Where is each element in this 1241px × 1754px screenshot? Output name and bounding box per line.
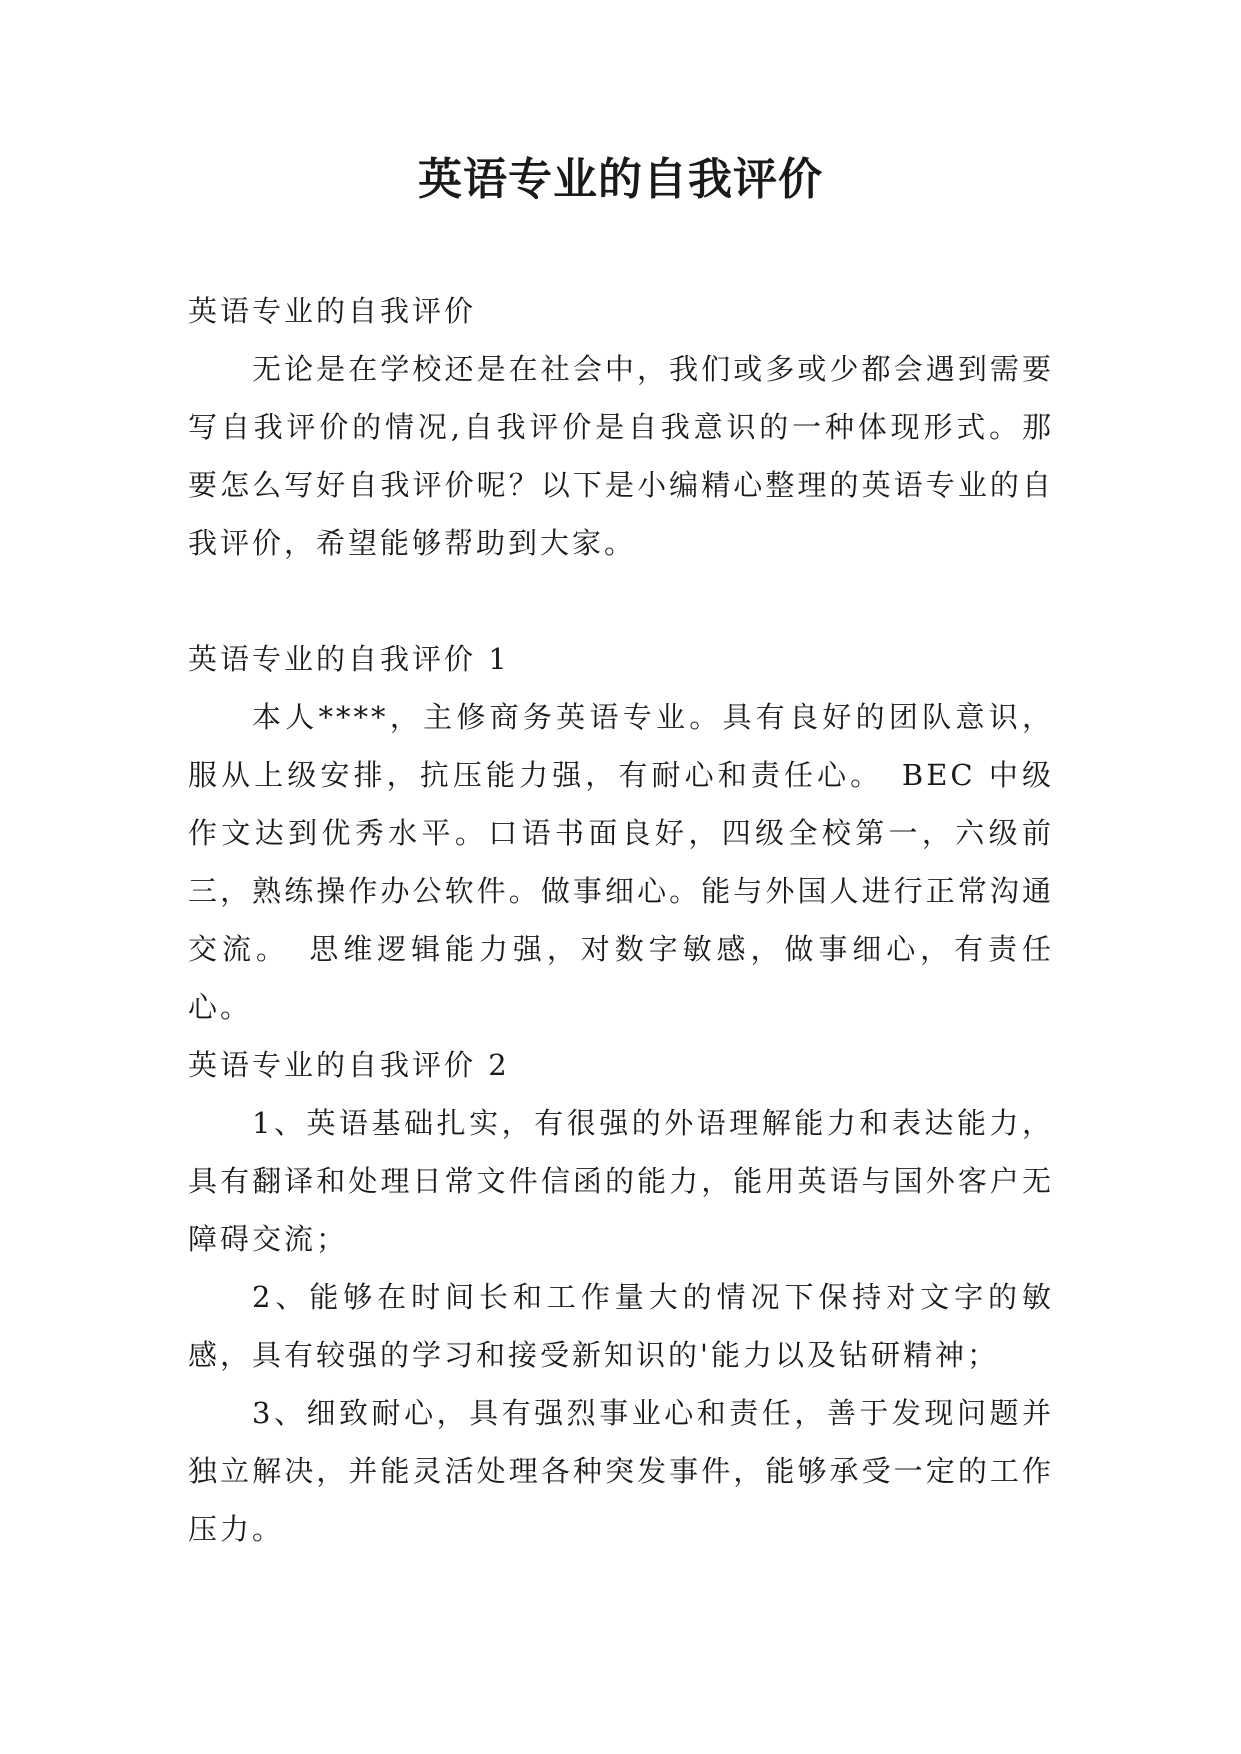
section-2-item-2: 2、能够在时间长和工作量大的情况下保持对文字的敏感，具有较强的学习和接受新知识的'能力以及钻研精神； bbox=[188, 1280, 1054, 1372]
section-2-item-1: 1、英语基础扎实，有很强的外语理解能力和表达能力，具有翻译和处理日常文件信函的能力，能用英语与国外客户无障碍交流； bbox=[188, 1106, 1054, 1256]
section-2-heading: 英语专业的自我评价 2 bbox=[188, 1048, 510, 1082]
document-title: 英语专业的自我评价 bbox=[418, 154, 823, 205]
intro-heading: 英语专业的自我评价 bbox=[188, 294, 477, 328]
section-spacer bbox=[188, 572, 1054, 630]
intro-paragraph: 无论是在学校还是在社会中，我们或多或少都会遇到需要写自我评价的情况,自我评价是自我意识的一种体现形式。那要怎么写好自我评价呢？以下是小编精心整理的英语专业的自我评价，希望能够帮助到大家。 bbox=[188, 352, 1054, 560]
section-2-item-3: 3、细致耐心，具有强烈事业心和责任，善于发现问题并独立解决，并能灵活处理各种突发事件，能够承受一定的工作压力。 bbox=[188, 1396, 1054, 1546]
section-1-heading: 英语专业的自我评价 1 bbox=[188, 642, 510, 676]
document-body bbox=[188, 282, 1054, 1558]
section-1-paragraph: 本人****，主修商务英语专业。具有良好的团队意识，服从上级安排，抗压能力强，有耐心和责任心。 BEC 中级作文达到优秀水平。口语书面良好，四级全校第一，六级前三，熟练操作办公软件。做事细心。能与外国人进行正常沟通交流。 思维逻辑能力强，对数字敏感，做事细心，有责任心。 bbox=[188, 700, 1054, 1024]
